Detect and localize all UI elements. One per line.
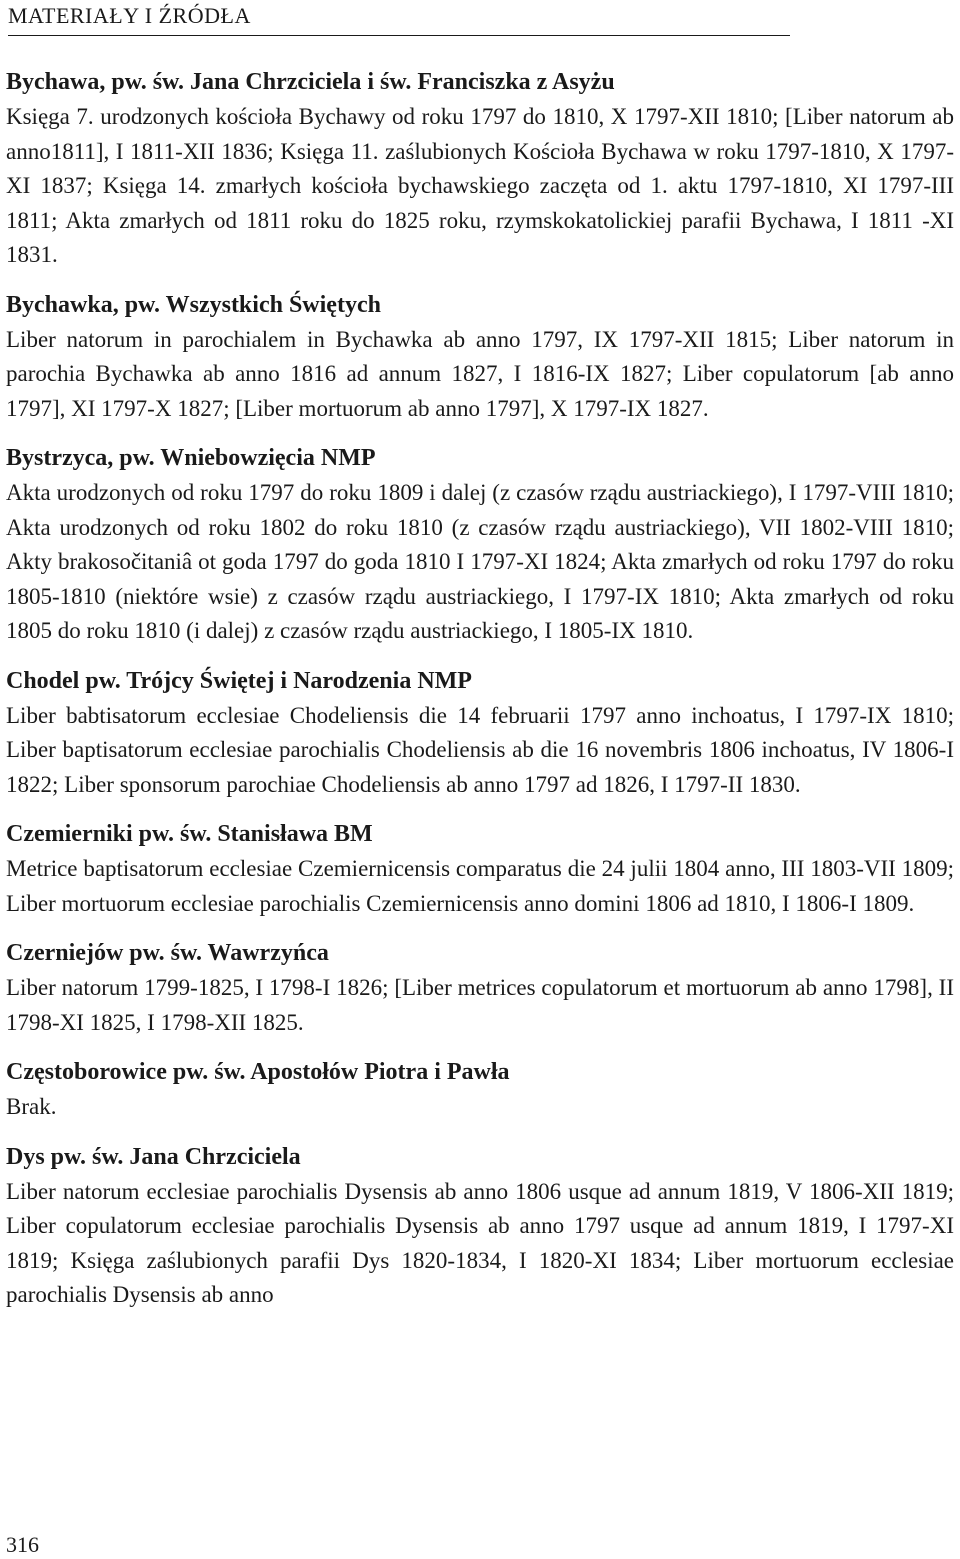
entry-body: Metrice baptisatorum ecclesiae Czemiernicensis comparatus die 24 julii 1804 anno, III 1803-VII 1809; Liber mortuorum ecclesiae parochialis Czemiernicensis anno domini 1806 ad 1810, I 1806-I 1809. <box>6 856 954 916</box>
entry-czestoborowice <box>6 1054 954 1125</box>
entry-body: Liber babtisatorum ecclesiae Chodeliensis die 14 februarii 1797 anno inchoatus, I 1797-IX 1810; Liber baptisatorum ecclesiae parochialis Chodeliensis ab die 16 novembris 1806 inchoatus, IV 1806-I 1822; Liber sponsorum parochiae Chodeliensis ab anno 1797 ad 1826, I 1797-II 1830. <box>6 702 954 797</box>
entry-title: Bystrzyca, pw. Wniebowzięcia NMP <box>6 445 376 471</box>
entry-bychawka <box>6 287 954 427</box>
entry-title: Dys pw. św. Jana Chrzciciela <box>6 1143 301 1170</box>
entry-czerniejow <box>6 935 954 1040</box>
entry-title: Chodel pw. Trójcy Świętej i Narodzenia NMP <box>6 667 472 694</box>
entry-body: Księga 7. urodzonych kościoła Bychawy od roku 1797 do 1810, X 1797-XII 1810; [Liber natorum ab anno1811], I 1811-XII 1836; Księga 11. zaślubionych Kościoła Bychawa w roku 1797-1810, X 1797-XI 1837; Księga 14. zmarłych kościoła bychawskiego zaczęta od 1. aktu 1797-1810, XI 1797-III 1811; Akta zmarłych od 1811 roku do 1825 roku, rzymskokatolickiej parafii Bychawa, I 1811 -XI 1831. <box>6 104 954 267</box>
entry-bystrzyca <box>6 440 954 649</box>
entry-dys <box>6 1139 954 1313</box>
entry-title: Częstoborowice pw. św. Apostołów Piotra i Pawła <box>6 1059 510 1085</box>
entry-body: Brak. <box>6 1094 57 1119</box>
entry-body: Liber natorum ecclesiae parochialis Dysensis ab anno 1806 usque ad annum 1819, V 1806-XII 1819; Liber copulatorum ecclesiae parochialis Dysensis ab anno 1797 usque ad annum 1819, I 1797-XI 1819; Księga zaślubionych parafii Dys 1820-1834, I 1820-XI 1834; Liber mortuorum ecclesiae parochialis Dysensis ab anno <box>6 1178 954 1307</box>
entry-bychawa <box>6 64 954 273</box>
entry-title: Bychawka, pw. Wszystkich Świętych <box>6 291 381 318</box>
entry-chodel <box>6 663 954 803</box>
page-number: 316 <box>6 1532 39 1557</box>
entry-title: Czerniejów pw. św. Wawrzyńca <box>6 940 329 966</box>
header-rule <box>8 35 790 36</box>
running-head: MATERIAŁY I ŹRÓDŁA <box>8 3 251 28</box>
entry-title: Bychawa, pw. św. Jana Chrzciciela i św. Franciszka z Asyżu <box>6 69 615 95</box>
entry-czemierniki <box>6 816 954 921</box>
entry-body: Liber natorum in parochialem in Bychawka ab anno 1797, IX 1797-XII 1815; Liber natorum in parochia Bychawka ab anno 1816 ad annum 1827, I 1816-IX 1827; Liber copulatorum [ab anno 1797], XI 1797-X 1827; [Liber mortuorum ab anno 1797], X 1797-IX 1827. <box>6 326 954 421</box>
page-content <box>6 64 954 1327</box>
entry-body: Akta urodzonych od roku 1797 do roku 1809 i dalej (z czasów rządu austriackiego), I 1797-VIII 1810; Akta urodzonych od roku 1802 do roku 1810 (z czasów rządu austriackiego), VII 1802-VIII 1810; Akty brakosočitaniâ ot goda 1797 do goda 1810 I 1797-XI 1824; Akta zmarłych od roku 1797 do roku 1805-1810 (niektóre wsie) z czasów rządu austriackiego, I 1797-IX 1810; Akta zmarłych od roku 1805 do roku 1810 (i dalej) z czasów rządu austriackiego, I 1805-IX 1810. <box>6 480 954 643</box>
entry-title: Czemierniki pw. św. Stanisława BM <box>6 821 373 847</box>
entry-body: Liber natorum 1799-1825, I 1798-I 1826; [Liber metrices copulatorum et mortuorum ab anno 1798], II 1798-XI 1825, I 1798-XII 1825. <box>6 975 954 1035</box>
